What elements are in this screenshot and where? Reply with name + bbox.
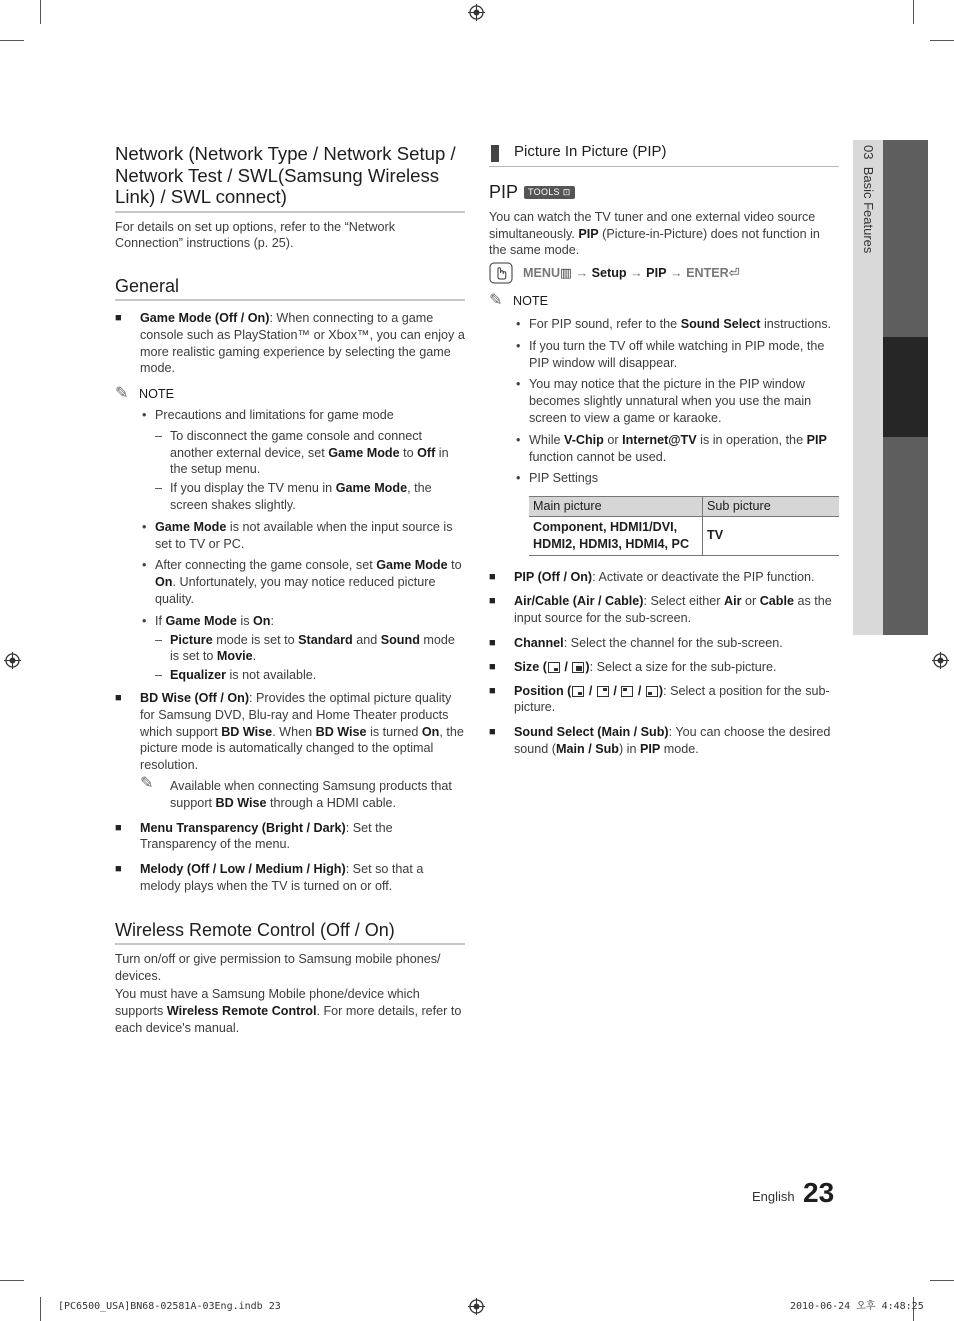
- left-column: [115, 143, 465, 1037]
- list-item: • You may notice that the picture in the PIP window becomes slightly unnatural when you use the main screen to view a game or karaoke.: [516, 377, 812, 425]
- item-title: Size (: [514, 659, 547, 674]
- channel-item: [489, 635, 839, 652]
- wireless-p2: [115, 986, 465, 1036]
- crop-mark: [930, 1280, 954, 1281]
- item-title: ): [658, 683, 664, 698]
- note-text: . Unfortunately, you may notice reduced picture quality.: [155, 575, 436, 607]
- item-title: /: [637, 683, 642, 698]
- size-item: [489, 659, 839, 676]
- menu-transparency-title: Menu Transparency (Bright / Dark): [140, 820, 346, 835]
- item-desc: Main / Sub: [556, 741, 619, 756]
- list-item: – Picture mode is set to Standard and Sound mode is set to Movie.: [155, 632, 455, 664]
- item-title: /: [588, 683, 593, 698]
- registration-mark-icon: [468, 4, 485, 21]
- bd-text: BD Wise: [315, 724, 367, 739]
- page-number: 23: [803, 1177, 835, 1208]
- note-text: Game Mode: [155, 519, 227, 534]
- square-bullet-icon: ■: [115, 312, 122, 325]
- bd-text: : Provides the optimal picture quality for Samsung DVD, Blu-ray and Home Theater products which support: [140, 691, 452, 739]
- item-title: /: [564, 659, 568, 674]
- list-item: – If you display the TV menu in Game Mode, the screen shakes slightly.: [155, 481, 432, 513]
- path-menu: MENU: [523, 265, 561, 280]
- square-bullet-icon: ■: [489, 570, 496, 583]
- pip-settings-table: [529, 496, 839, 555]
- game-mode-desc: : When connecting to a game console such as PlayStation™ or Xbox™, you can enjoy a more realistic gaming experience by selecting the game mode.: [140, 311, 465, 376]
- pip-intro-text: (Picture-in-Picture) does not function in the same mode.: [489, 226, 820, 258]
- side-tab-block: [883, 140, 928, 337]
- note-text: PIP: [806, 432, 827, 447]
- item-title: Air/Cable (Air / Cable): [514, 594, 644, 609]
- note-text: is: [236, 613, 253, 628]
- item-title: PIP (Off / On): [514, 569, 593, 584]
- registration-mark-icon: [4, 652, 21, 669]
- side-tab-active-block: [883, 337, 928, 437]
- crop-mark: [930, 40, 954, 41]
- note-text: :: [270, 613, 274, 628]
- item-desc: mode.: [660, 741, 699, 756]
- note-text: in the setup menu.: [170, 445, 449, 477]
- print-timestamp: 2010-06-24 오후 4:48:25: [790, 1301, 924, 1312]
- tools-badge-label: TOOLS: [528, 186, 560, 197]
- size-large-icon: [572, 662, 584, 673]
- note-text: On: [155, 575, 173, 590]
- bd-note-text: through a HDMI cable.: [266, 795, 396, 810]
- bd-text: . When: [272, 724, 316, 739]
- table-row: [529, 516, 839, 555]
- note-text: is not available when the input source is set to TV or PC.: [155, 519, 453, 551]
- note-text: Sound: [380, 632, 420, 647]
- bd-text: On: [421, 724, 440, 739]
- square-bullet-icon: ■: [115, 863, 122, 876]
- path-arrow: →: [669, 265, 683, 280]
- table-cell: Component, HDMI1/DVI, HDMI2, HDMI3, HDMI4, PC: [529, 516, 703, 555]
- table-header: Sub picture: [703, 497, 840, 517]
- item-desc: PIP: [639, 741, 661, 756]
- square-bullet-icon: ■: [489, 684, 496, 697]
- note-text: Game Mode: [376, 558, 448, 573]
- item-title: Channel: [514, 635, 564, 650]
- remote-hand-icon: [489, 262, 513, 284]
- item-title: /: [613, 683, 617, 698]
- note-text: Equalizer: [170, 668, 226, 683]
- item-desc: ) in: [618, 741, 640, 756]
- list-item: • Precautions and limitations for game mode: [142, 408, 394, 423]
- wireless-heading: Wireless Remote Control (Off / On): [115, 919, 465, 945]
- side-tab-block: [883, 437, 928, 635]
- pencil-note-icon: ✎: [140, 775, 154, 793]
- list-item: • If you turn the TV off while watching in PIP mode, the PIP window will disappear.: [516, 338, 825, 370]
- note-text: function cannot be used.: [529, 449, 667, 464]
- network-heading: Network (Network Type / Network Setup / Network Test / SWL(Samsung Wireless Link) / SWL connect): [115, 143, 465, 213]
- item-desc: Cable: [759, 594, 794, 609]
- note-text: For PIP sound, refer to the: [529, 316, 681, 331]
- item-desc: : You can choose the desired sound (: [514, 725, 831, 756]
- note-text: V-Chip: [564, 432, 604, 447]
- square-bullet-icon: ■: [489, 595, 496, 608]
- pip-section-title: Picture In Picture (PIP): [514, 143, 667, 160]
- crop-mark: [40, 0, 41, 24]
- note-text: to: [447, 558, 462, 573]
- note-text: On: [252, 613, 271, 628]
- bd-note-text: Available when connecting Samsung products that support: [170, 779, 452, 810]
- game-notes: [115, 407, 465, 684]
- path-arrow: →: [630, 265, 643, 280]
- menu-transparency-desc: : Set the Transparency of the menu.: [140, 820, 393, 852]
- wireless-text: You must have a Samsung Mobile phone/device which supports: [115, 987, 420, 1019]
- melody-desc: : Set so that a melody plays when the TV is turned on or off.: [140, 862, 424, 893]
- side-tab-label: [859, 145, 876, 253]
- square-bullet-icon: ■: [115, 821, 122, 834]
- item-desc: : Select the channel for the sub-screen.: [563, 635, 783, 650]
- bd-wise-title: BD Wise (Off / On): [140, 691, 250, 706]
- game-mode-item: [115, 310, 465, 377]
- chapter-title: Basic Features: [860, 166, 876, 254]
- note-text: Off: [417, 445, 436, 460]
- file-info: [PC6500_USA]BN68-02581A-03Eng.indb 23: [58, 1301, 281, 1312]
- item-title: Sound Select (Main / Sub): [514, 725, 669, 740]
- position-bottom-right-icon: [572, 686, 584, 697]
- note-text: To disconnect the game console and connect another external device, set: [170, 428, 423, 460]
- pip-intro: [489, 209, 839, 259]
- note-text: If: [155, 613, 166, 628]
- table-cell: TV: [703, 516, 840, 555]
- position-bottom-left-icon: [646, 686, 658, 697]
- note-text: mode is set to: [170, 632, 455, 664]
- square-bullet-icon: ■: [489, 660, 496, 673]
- heading-bar-icon: [491, 145, 499, 162]
- note-text: Movie: [216, 649, 253, 664]
- list-item: • PIP Settings: [516, 471, 599, 486]
- item-desc: as the input source for the sub-screen.: [514, 594, 832, 626]
- menu-icon: ▥: [560, 265, 572, 280]
- position-top-right-icon: [597, 686, 609, 697]
- bd-text: is turned: [366, 724, 422, 739]
- list-item: • Game Mode is not available when the input source is set to TV or PC.: [142, 519, 453, 551]
- right-column: [489, 142, 839, 758]
- note-text: or: [603, 432, 623, 447]
- item-desc: Air: [723, 594, 742, 609]
- note-text: .: [252, 649, 257, 664]
- note-text: Sound Select: [680, 316, 761, 331]
- note-text: Precautions and limitations for game mode: [155, 408, 394, 423]
- note-text: instructions.: [760, 316, 832, 331]
- item-title: ): [585, 659, 590, 674]
- crop-mark: [40, 1297, 41, 1321]
- note-text: mode is set to: [212, 632, 299, 647]
- bd-text: BD Wise: [221, 724, 273, 739]
- square-bullet-icon: ■: [489, 726, 496, 739]
- bd-note-text: BD Wise: [215, 795, 267, 810]
- position-top-left-icon: [621, 686, 633, 697]
- wireless-p1: Turn on/off or give permission to Samsung mobile phones/ devices.: [115, 951, 441, 983]
- item-desc: : Select either: [643, 594, 724, 609]
- pencil-note-icon: ✎: [115, 385, 129, 403]
- crop-mark: [0, 40, 24, 41]
- note-text: and: [352, 632, 381, 647]
- item-desc: : Select a size for the sub-picture.: [589, 659, 777, 674]
- item-desc: : Activate or deactivate the PIP function.: [592, 569, 815, 584]
- melody-title: Melody (Off / Low / Medium / High): [140, 862, 346, 877]
- item-desc: : Select a position for the sub-picture.: [514, 683, 830, 715]
- pip-title-text: PIP: [489, 182, 519, 202]
- menu-path: [489, 262, 839, 284]
- wireless-text: . For more details, refer to each device's manual.: [115, 1004, 462, 1035]
- note-label: NOTE: [513, 294, 548, 309]
- note-text: While: [529, 432, 564, 447]
- note-text: Picture: [170, 632, 213, 647]
- network-body: For details on set up options, refer to the “Network Connection” instructions (p. 25).: [115, 219, 395, 251]
- path-arrow: →: [575, 265, 589, 280]
- footer-language: English: [752, 1189, 795, 1204]
- pip-notes: [489, 316, 839, 487]
- list-item: • If Game Mode is On:: [142, 613, 274, 628]
- sound-select-item: [489, 724, 839, 758]
- note-text: If you turn the TV off while watching in PIP mode, the PIP window will disappear.: [529, 338, 825, 370]
- registration-mark-icon: [932, 652, 949, 669]
- note-text: Game Mode: [328, 445, 400, 460]
- crop-mark: [913, 0, 914, 24]
- position-item: [489, 683, 839, 717]
- item-title: Position (: [514, 683, 572, 698]
- note-text: Internet@TV: [622, 432, 697, 447]
- enter-icon: ⏎: [728, 265, 740, 280]
- note-text: Standard: [298, 632, 353, 647]
- pip-onoff-item: [489, 569, 839, 586]
- pip-intro-text: PIP: [578, 226, 599, 241]
- pip-section-heading: [489, 142, 839, 167]
- note-text: You may notice that the picture in the PIP window becomes slightly unnatural when you use the main screen to view a game or karaoke.: [529, 377, 812, 425]
- note-text: Game Mode: [335, 481, 408, 496]
- general-heading: General: [115, 275, 465, 301]
- square-bullet-icon: ■: [489, 636, 496, 649]
- note-text: is in operation, the: [696, 432, 807, 447]
- list-item: • For PIP sound, refer to the Sound Select instructions.: [516, 316, 832, 331]
- menu-path-text: [523, 265, 739, 282]
- note-text: After connecting the game console, set: [155, 558, 377, 573]
- note-label: NOTE: [139, 387, 174, 402]
- square-bullet-icon: ■: [115, 692, 122, 705]
- pip-title: [489, 184, 839, 201]
- note-text: is not available.: [226, 668, 317, 683]
- bd-text: , the picture mode is automatically changed to the optimal resolution.: [140, 724, 464, 773]
- note-text: PIP Settings: [529, 471, 599, 486]
- registration-mark-icon: [468, 1298, 485, 1315]
- list-item: – Equalizer is not available.: [155, 668, 317, 683]
- wireless-text: Wireless Remote Control: [166, 1004, 317, 1019]
- list-item: • While V-Chip or Internet@TV is in operation, the PIP function cannot be used.: [516, 432, 827, 464]
- pencil-note-icon: ✎: [489, 292, 503, 310]
- game-mode-title: Game Mode (Off / On): [140, 311, 270, 326]
- bd-wise-item: [115, 690, 465, 774]
- list-item: – To disconnect the game console and connect another external device, set Game Mode to Off in the setup menu.: [155, 428, 449, 477]
- pip-intro-text: You can watch the TV tuner and one external video source simultaneously.: [489, 209, 816, 241]
- note-text: to: [399, 445, 418, 460]
- menu-transparency-item: [115, 820, 465, 854]
- chapter-number: 03: [860, 145, 876, 160]
- tools-badge: [524, 186, 575, 199]
- note-text: , the screen shakes slightly.: [170, 481, 432, 513]
- melody-item: [115, 861, 465, 895]
- note-heading: [115, 386, 465, 403]
- note-text: If you display the TV menu in: [170, 481, 336, 496]
- list-item: • After connecting the game console, set Game Mode to On. Unfortunately, you may notice reduced picture quality.: [142, 558, 462, 607]
- item-desc: or: [741, 594, 760, 609]
- table-header: Main picture: [529, 497, 703, 517]
- path-enter: ENTER: [686, 265, 729, 280]
- bd-wise-note: [115, 775, 465, 812]
- path-setup: Setup: [591, 265, 627, 280]
- tools-icon: ⊡: [562, 186, 571, 197]
- path-pip: PIP: [646, 265, 667, 280]
- note-text: Game Mode: [165, 613, 237, 628]
- crop-mark: [0, 1280, 24, 1281]
- chapter-side-tab: [853, 140, 928, 635]
- note-heading: [489, 293, 839, 310]
- air-cable-item: [489, 593, 839, 627]
- table-header-row: [529, 497, 839, 517]
- size-small-icon: [548, 662, 560, 673]
